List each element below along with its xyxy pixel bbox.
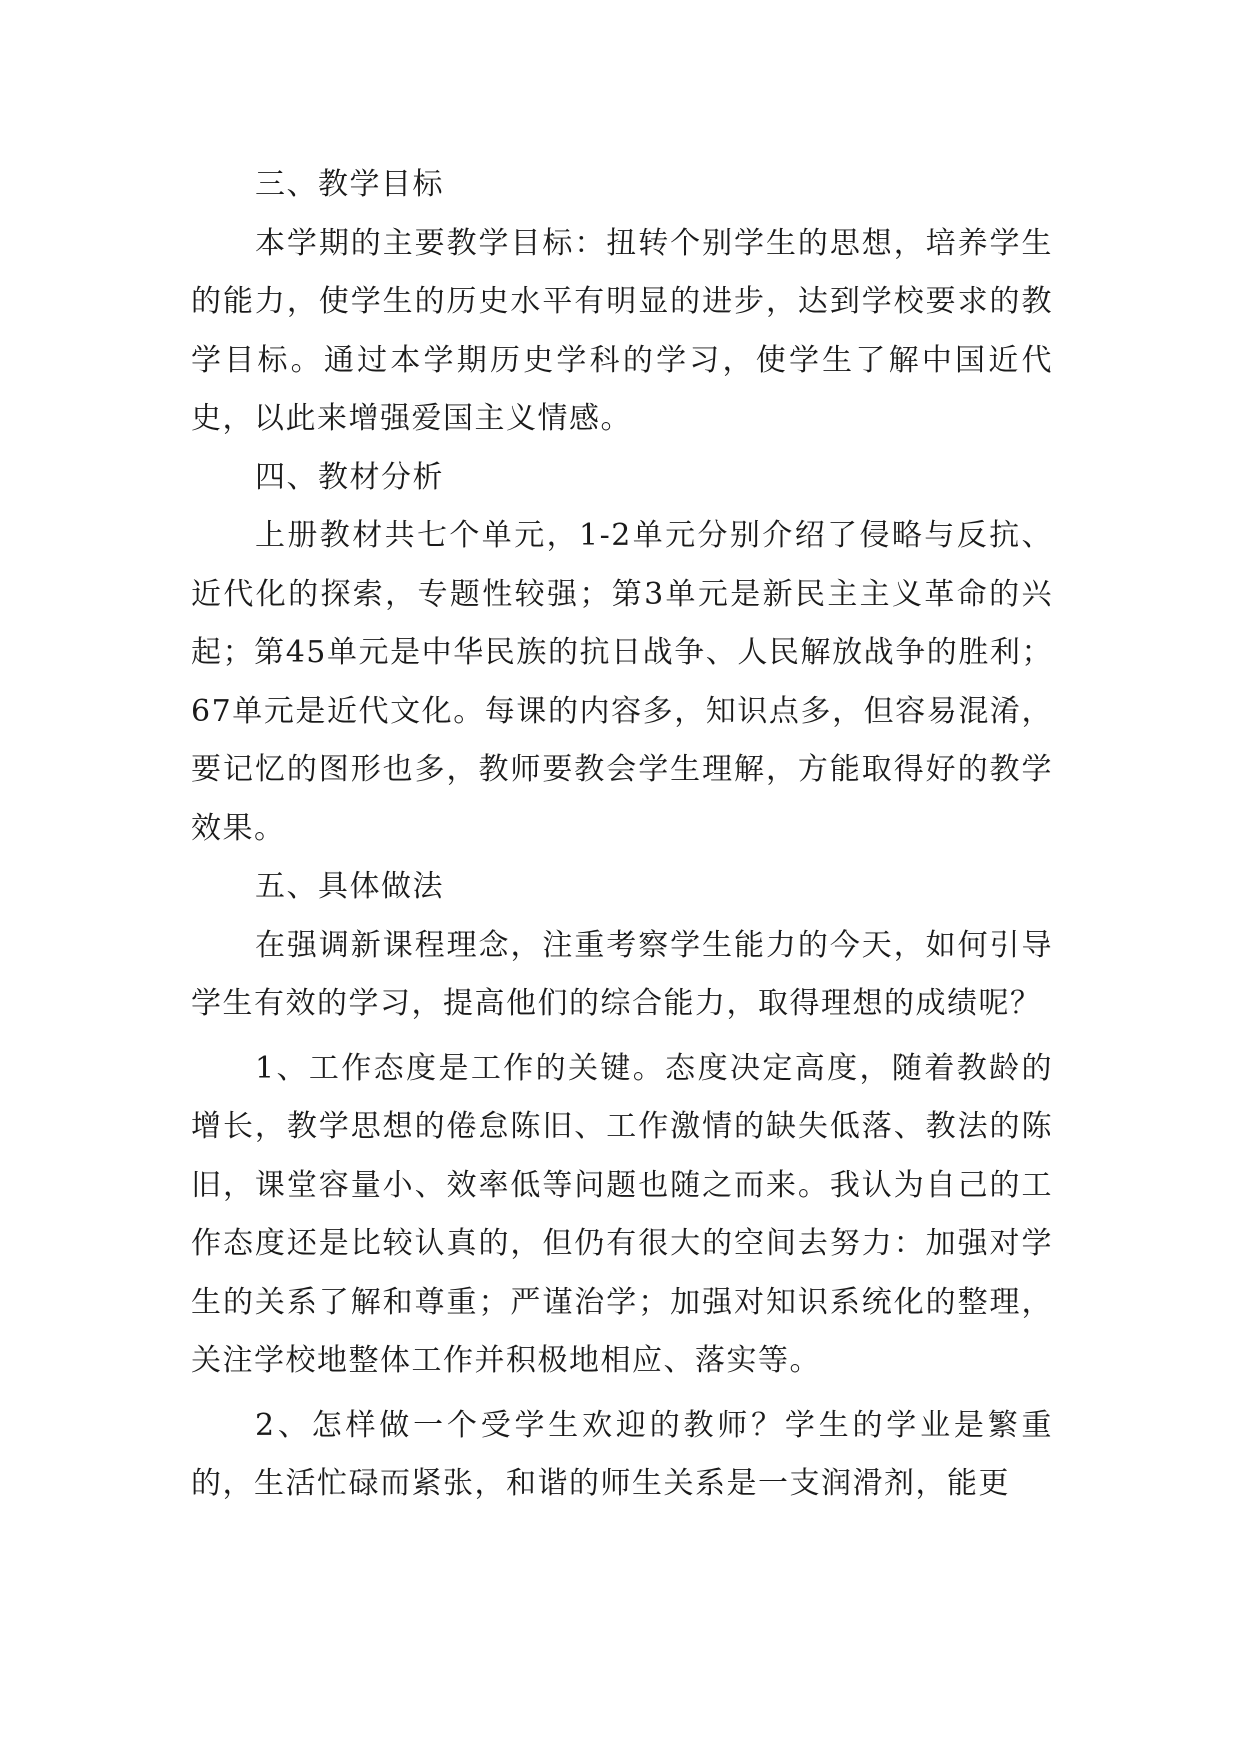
method-item-2: 2、怎样做一个受学生欢迎的教师？学生的学业是繁重的，生活忙碌而紧张，和谐的师生关系是一支润滑剂，能更 <box>191 1407 1053 1501</box>
section-body-textbook-analysis: 上册教材共七个单元，1-2单元分别介绍了侵略与反抗、近代化的探索，专题性较强；第3单元是新民主主义革命的兴起；第45单元是中华民族的抗日战争、人民解放战争的胜利；67单元是近代文化。每课的内容多，知识点多，但容易混淆，要记忆的图形也多，教师要教会学生理解，方能取得好的教学效果。 <box>191 518 1053 846</box>
section-heading-teaching-goals: 三、教学目标 <box>255 167 444 202</box>
section-heading-methods: 五、具体做法 <box>255 869 444 904</box>
section-intro-methods: 在强调新课程理念，注重考察学生能力的今天，如何引导学生有效的学习，提高他们的综合能力，取得理想的成绩呢？ <box>191 927 1053 1021</box>
document-body <box>191 156 1053 1514</box>
section-heading-textbook-analysis: 四、教材分析 <box>255 459 444 495</box>
section-body-teaching-goals: 本学期的主要教学目标：扭转个别学生的思想，培养学生的能力，使学生的历史水平有明显的进步，达到学校要求的教学目标。通过本学期历史学科的学习，使学生了解中国近代史，以此来增强爱国主义情感。 <box>191 225 1053 436</box>
method-item-1: 1、工作态度是工作的关键。态度决定高度，随着教龄的增长，教学思想的倦怠陈旧、工作激情的缺失低落、教法的陈旧，课堂容量小、效率低等问题也随之而来。我认为自己的工作态度还是比较认真的，但仍有很大的空间去努力：加强对学生的关系了解和尊重；严谨治学；加强对知识系统化的整理，关注学校地整体工作并积极地相应、落实等。 <box>191 1050 1053 1378</box>
